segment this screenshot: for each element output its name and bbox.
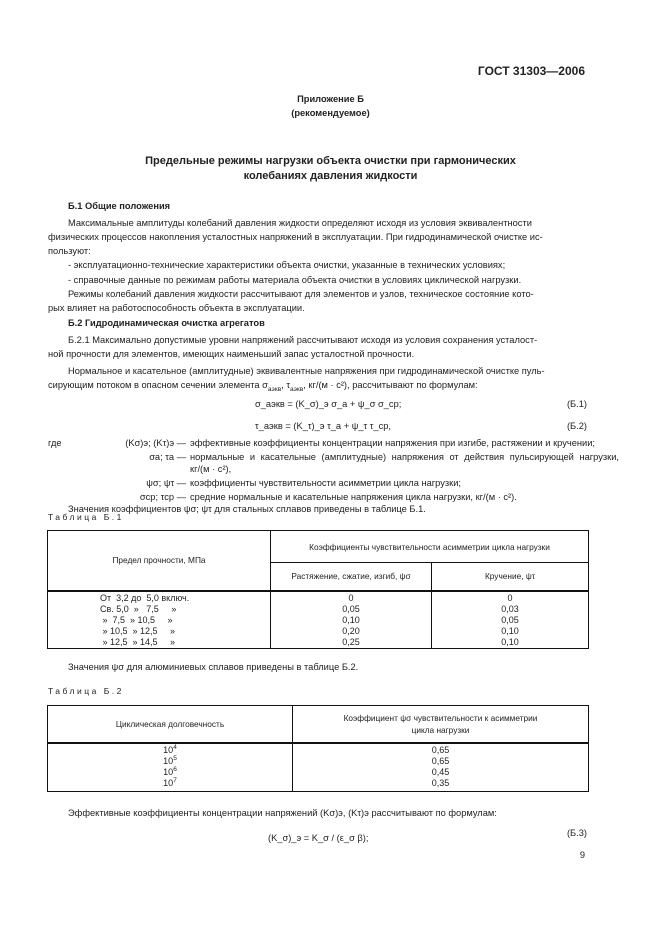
- formula-number: (Б.1): [566, 399, 587, 409]
- page-title-line2: колебаниях давления жидкости: [243, 170, 418, 182]
- paragraph-line: Эффективные коэффициенты концентрации напряжений (Kσ)э, (Kτ)э рассчитывают по формулам:: [68, 808, 497, 818]
- column-header: Предел прочности, МПа: [48, 531, 271, 591]
- legend-where: где: [48, 438, 62, 448]
- table-cell: 0 0,05 0,10 0,20 0,25: [271, 591, 432, 649]
- legend-text: нормальные и касательные (амплитудные) напряжения от действия пульсирующей нагрузки,: [190, 452, 619, 462]
- legend-symbol: σa; τa —: [149, 452, 186, 462]
- table-cell: $10^4$ $10^5$ $10^6$ $10^7$: [48, 743, 293, 792]
- column-header: Растяжение, сжатие, изгиб, ψσ: [271, 563, 432, 591]
- section-heading: Б.2 Гидродинамическая очистка агрегатов: [68, 318, 265, 328]
- paragraph-line: Значения коэффициентов ψσ; ψτ для стальных сплавов приведены в таблице Б.1.: [68, 504, 426, 514]
- appendix-title: Приложение Б: [297, 94, 364, 104]
- page-number: 9: [579, 850, 585, 860]
- appendix-subtitle: (рекомендуемое): [291, 108, 370, 118]
- table-cell: От 3,2 до 5,0 включ. Св. 5,0 » 7,5 » » 7,5 » 10,5 » » 10,5 » 12,5 » » 12,5 » 14,5 »: [48, 591, 271, 649]
- formula-number: (Б.3): [566, 828, 587, 838]
- section-heading: Б.1 Общие положения: [68, 201, 171, 211]
- paragraph-line: Значения ψσ для алюминиевых сплавов приведены в таблице Б.2.: [68, 662, 359, 672]
- page-title-line1: Предельные режимы нагрузки объекта очистки при гармонических: [145, 155, 516, 167]
- table-b2: [47, 705, 589, 792]
- column-group-header: Коэффициенты чувствительности асимметрии цикла нагрузки: [271, 531, 589, 563]
- list-item: - эксплуатационно-технические характеристики объекта очистки, указанные в технических условиях;: [68, 260, 506, 270]
- table1-label: Таблица Б.1: [48, 512, 124, 522]
- legend-text: кг/(м · с²),: [190, 464, 232, 474]
- column-header: Кручение, ψτ: [432, 563, 589, 591]
- table-b1: [47, 530, 589, 649]
- formula-number: (Б.2): [566, 421, 587, 431]
- formula-b1: σ_aэкв = (K_σ)_э σ_a + ψ_σ σ_ср;: [255, 399, 402, 409]
- paragraph-line: Режимы колебаний давления жидкости рассчитывают для элементов и узлов, техническое состояние кото-: [68, 289, 534, 299]
- paragraph-line: Максимальные амплитуды колебаний давления жидкости определяют исходя из условия эквивалентности: [68, 218, 532, 228]
- legend-symbol: (Kσ)э; (Kτ)э —: [125, 438, 186, 448]
- column-header: Коэффициент ψσ чувствительности к асимметрии цикла нагрузки: [293, 706, 589, 743]
- paragraph-line: ной прочности для элементов, имеющих наименьший запас усталостной прочности.: [48, 349, 415, 359]
- formula-b2: τ_aэкв = (K_τ)_э τ_a + ψ_τ τ_ср,: [255, 421, 391, 431]
- legend-text: средние нормальные и касательные напряжения цикла нагрузки, кг/(м · с²).: [190, 492, 517, 502]
- formula-b3: (K_σ)_э = K_σ / (ε_σ β);: [268, 833, 369, 843]
- paragraph-line: сирующим потоком в опасном сечении элемента $\sigma_{aэкв}$, $\tau_{aэкв}$, кг/(м · с²), рассчитывают по формулам:: [48, 380, 478, 393]
- legend-symbol: σср; τср —: [139, 492, 186, 502]
- column-header: Циклическая долговечность: [48, 706, 293, 743]
- legend-symbol: ψσ; ψτ —: [146, 478, 186, 488]
- paragraph-line: физических процессов накопления усталостных напряжений в эксплуатации. При гидродинамической очистке ис-: [48, 232, 543, 242]
- table-cell: 0,65 0,65 0,45 0,35: [293, 743, 589, 792]
- legend-text: коэффициенты чувствительности асимметрии цикла нагрузки;: [190, 478, 461, 488]
- document-code: ГОСТ 31303—2006: [477, 64, 585, 78]
- paragraph-line: Б.2.1 Максимально допустимые уровни напряжений рассчитывают исходя из условия сохранения усталост-: [68, 335, 538, 345]
- paragraph-line: пользуют:: [48, 246, 91, 256]
- table2-label: Таблица Б.2: [48, 686, 124, 696]
- legend-text: эффективные коэффициенты концентрации напряжения при изгибе, растяжении и кручении;: [190, 438, 595, 448]
- paragraph-line: рых влияет на работоспособность объекта в эксплуатации.: [48, 303, 305, 313]
- table-cell: 0 0,03 0,05 0,10 0,10: [432, 591, 589, 649]
- list-item: - справочные данные по режимам работы материала объекта очистки в условиях циклической нагрузки.: [68, 275, 522, 285]
- paragraph-line: Нормальное и касательное (амплитудные) эквивалентные напряжения при гидродинамической очистке пуль-: [68, 366, 545, 376]
